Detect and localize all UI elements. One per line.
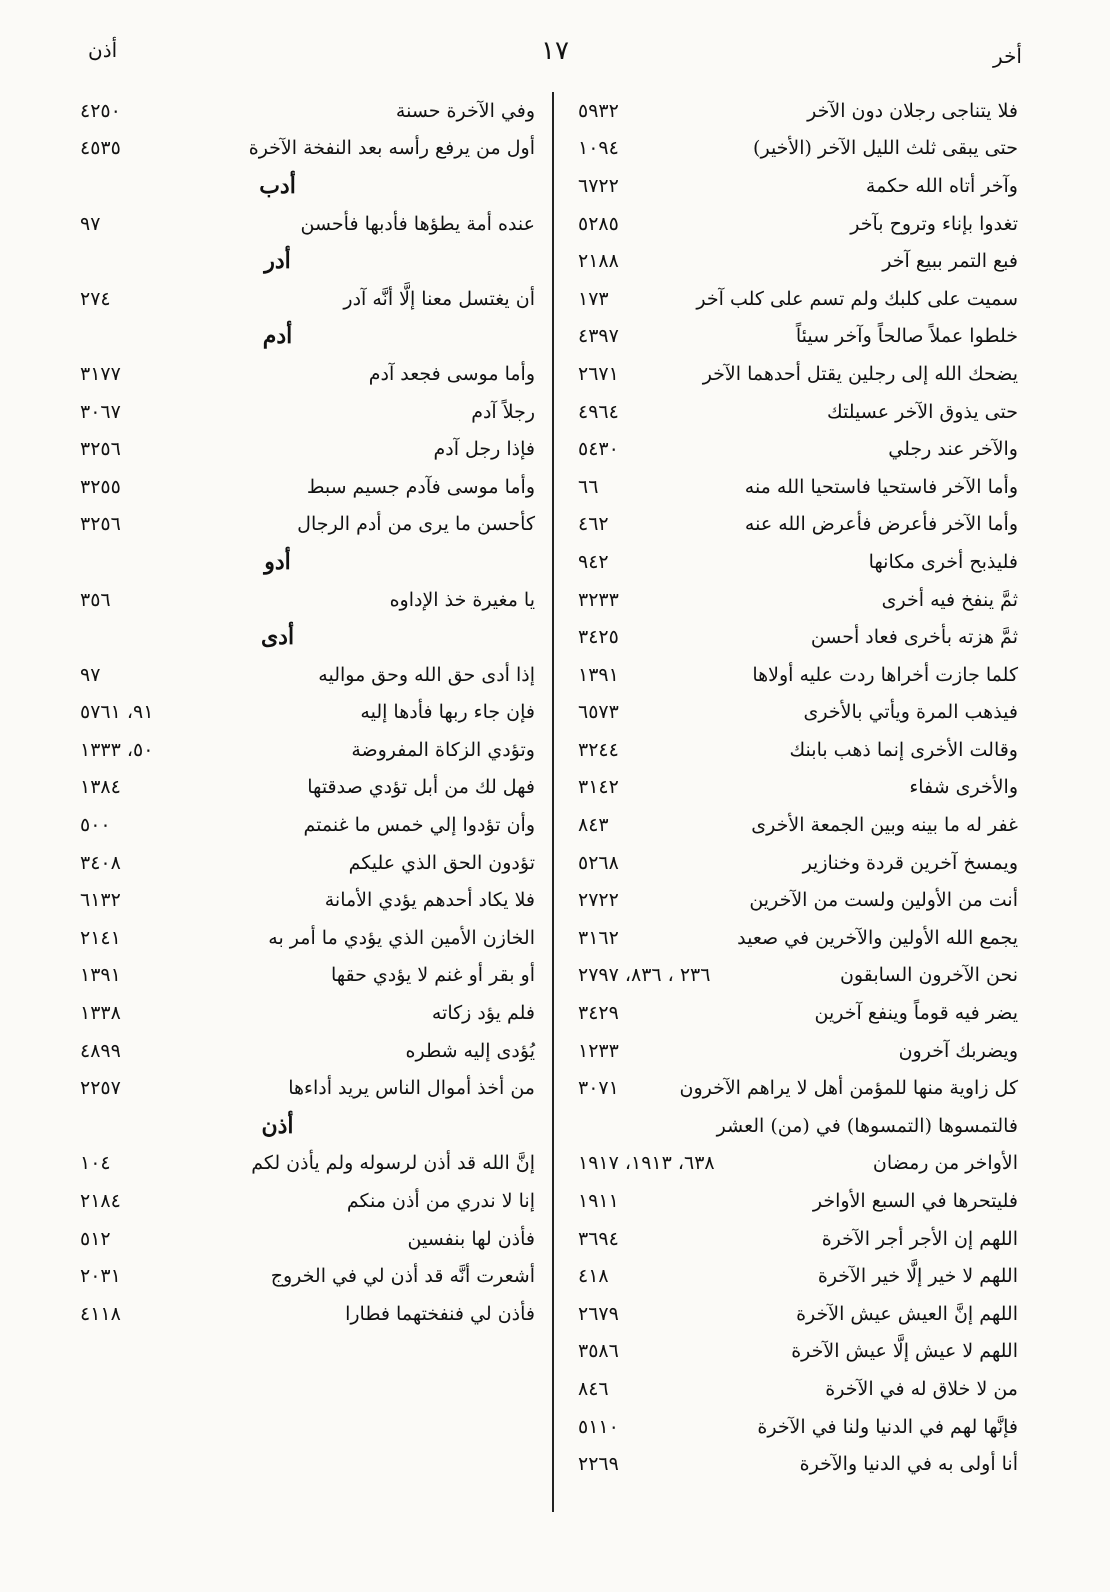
entry-reference: ١٠٩٤ [578,137,619,160]
index-entry [80,656,535,694]
index-entry [578,506,1018,544]
entry-phrase: والآخر عند رجلي [888,438,1018,461]
index-entry [578,92,1018,130]
entry-reference: ٣١٦٢ [578,926,619,949]
index-entry [578,430,1018,468]
index-entry [578,994,1018,1032]
entry-reference: ١٣٨٤ [80,776,121,799]
entry-phrase: عنده أمة يطؤها فأدبها فأحسن [300,212,535,235]
index-entry [578,618,1018,656]
entry-reference: ٢٦٧٩ [578,1302,619,1325]
entry-reference: ٩٧ [80,212,101,235]
entry-reference: ٣١٧٧ [80,362,121,385]
entry-phrase: حتى يذوق الآخر عسيلتك [826,400,1018,423]
entry-phrase: أول من يرفع رأسه بعد النفخة الآخرة [248,137,535,160]
entry-phrase: كأحسن ما يرى من أدم الرجال [297,513,535,536]
index-entry [578,1408,1018,1446]
entry-reference: ٣٠٧١ [578,1077,619,1100]
root-heading [80,167,535,205]
index-entry [578,1069,1018,1107]
entry-phrase: سميت على كلبك ولم تسم على كلب آخر [696,287,1018,310]
entry-reference: ٤٣٩٧ [578,325,619,348]
index-entry [80,581,535,619]
entry-phrase: فإنَّها لهم في الدنيا ولنا في الآخرة [757,1415,1018,1438]
running-head-last-word: أذن [88,38,118,62]
entry-reference: ٢١٨٨ [578,250,619,273]
entry-phrase: أشعرت أنَّه قد أذن لي في الخروج [270,1265,535,1288]
entry-phrase: يضر فيه قوماً وينفع آخرين [814,1002,1018,1025]
root-heading [80,618,535,656]
entry-reference: ١٣٩١ [80,964,121,987]
entry-phrase: فلم يؤد زكاته [431,1002,535,1025]
entry-reference: ٦٧٢٢ [578,174,619,197]
index-entry [578,167,1018,205]
entry-reference: ١٣٣٨ [80,1002,121,1025]
index-entry [578,205,1018,243]
entry-reference: ٤٨٩٩ [80,1039,121,1062]
entry-reference: ٢٢٦٩ [578,1453,619,1476]
entry-phrase: فأذن لها بنفسين [407,1227,535,1250]
entry-reference: ٤٦٢ [578,513,609,536]
index-entry [80,393,535,431]
entry-reference: ٣١٤٢ [578,776,619,799]
index-entry [80,844,535,882]
index-entry [578,844,1018,882]
entry-phrase: ثمَّ هزته بأخرى فعاد أحسن [810,626,1018,649]
root-heading [80,1107,535,1145]
entry-phrase: فلا يكاد أحدهم يؤدي الأمانة [324,889,535,912]
index-entry [80,205,535,243]
entry-phrase: ويضربك آخرون [898,1039,1018,1062]
entry-phrase: وآخر أتاه الله حكمة [865,174,1018,197]
entry-phrase: يُؤدى إليه شطره [405,1039,535,1062]
index-entry [80,506,535,544]
entry-phrase: غفر له ما بينه وبين الجمعة الأخرى [751,814,1018,837]
entry-reference: ٢١٨٤ [80,1190,121,1213]
entry-phrase: إنَّ الله قد أذن لرسوله ولم يأذن لكم [251,1152,535,1175]
entry-reference: ٢٦٧١ [578,362,619,385]
entry-reference: ٣٢٣٣ [578,588,619,611]
index-entry [578,881,1018,919]
entry-phrase: فالتمسوها (التمسوها) في (من) العشر [716,1114,1018,1137]
index-entry [80,1069,535,1107]
entry-phrase: وأما الآخر فاستحيا فاستحيا الله منه [744,475,1018,498]
entry-phrase: خلطوا عملاً صالحاً وآخر سيئاً [795,325,1018,348]
entry-reference: ٦٣٨، ١٩١٣، ١٩١٧ [578,1152,715,1175]
index-entry [578,957,1018,995]
index-entry [578,1220,1018,1258]
index-entry [578,1107,1018,1145]
index-entry [578,1257,1018,1295]
entry-phrase: كل زاوية منها للمؤمن أهل لا يراهم الآخرون [679,1077,1018,1100]
entry-reference: ٨٤٣ [578,814,609,837]
entry-reference: ٣٥٦ [80,588,111,611]
entry-reference: ١٧٣ [578,287,609,310]
entry-phrase: وقالت الأخرى إنما ذهب بابنك [789,738,1018,761]
index-entry [578,581,1018,619]
entry-phrase: أو بقر أو غنم لا يؤدي حقها [330,964,535,987]
entry-phrase: تؤدون الحق الذي عليكم [348,851,535,874]
entry-phrase: اللهم لا خير إلَّا خير الآخرة [817,1265,1018,1288]
root-heading-text: أدو [264,548,291,575]
index-entry [578,1182,1018,1220]
entry-reference: ٤٩٦٤ [578,400,619,423]
entry-reference: ٥٤٣٠ [578,438,619,461]
entry-phrase: والأخرى شفاء [909,776,1018,799]
entry-phrase: اللهم إنَّ العيش عيش الآخرة [796,1302,1018,1325]
entry-phrase: إنا لا ندري من أذن منكم [346,1190,535,1213]
entry-reference: ٣٢٥٦ [80,438,121,461]
entry-phrase: تغدوا بإناء وتروح بآخر [850,212,1018,235]
entry-phrase: وأما الآخر فأعرض فأعرض الله عنه [744,513,1018,536]
entry-phrase: اللهم لا عيش إلَّا عيش الآخرة [791,1340,1018,1363]
index-entry [80,1182,535,1220]
entry-reference: ٣٤٢٥ [578,626,619,649]
index-entry [578,543,1018,581]
entry-phrase: فبع التمر ببيع آخر [882,250,1018,273]
entry-phrase: فإن جاء ربها فأدها إليه [360,701,535,724]
entry-phrase: وأما موسى فآدم جسيم سبط [306,475,535,498]
entry-phrase: يجمع الله الأولين والآخرين في صعيد [737,926,1018,949]
index-entry [80,355,535,393]
index-entry [80,694,535,732]
root-heading-text: أدى [260,624,295,651]
index-entry [578,130,1018,168]
entry-reference: ٣٢٥٦ [80,513,121,536]
index-entry [578,468,1018,506]
index-entry [80,919,535,957]
root-heading-text: أدب [259,172,296,199]
entry-reference: ٥١١٠ [578,1415,619,1438]
entry-reference: ١٩١١ [578,1190,619,1213]
root-heading-text: أدم [262,323,293,350]
index-entry [578,769,1018,807]
entry-reference: ٦٦ [578,475,599,498]
entry-reference: ٩١، ٥٧٦١ [80,701,154,724]
index-entry [578,242,1018,280]
entry-phrase: يضحك الله إلى رجلين يقتل أحدهما الآخر [702,362,1018,385]
right-column [578,92,1018,1483]
entry-phrase: الخازن الأمين الذي يؤدي ما أمر به [268,926,535,949]
entry-reference: ١٠٤ [80,1152,111,1175]
entry-reference: ٣٦٩٤ [578,1227,619,1250]
entry-phrase: فإذا رجل آدم [433,438,535,461]
entry-reference: ٢٧٢٢ [578,889,619,912]
column-divider [552,92,554,1512]
root-heading [80,543,535,581]
index-entry [80,731,535,769]
entry-reference: ٣٢٤٤ [578,738,619,761]
entry-phrase: رجلاً آدم [471,400,535,423]
index-entry [578,806,1018,844]
index-entry [578,1145,1018,1183]
entry-phrase: ثمَّ ينفخ فيه أخرى [881,588,1018,611]
entry-reference: ٩٤٢ [578,550,609,573]
index-entry [80,280,535,318]
index-entry [80,430,535,468]
entry-reference: ٦١٣٢ [80,889,121,912]
running-head-first-word: أخر [993,44,1022,68]
entry-reference: ٥٢٨٥ [578,212,619,235]
root-heading-text: أذن [261,1112,294,1139]
entry-phrase: فليتحرها في السبع الأواخر [812,1190,1018,1213]
entry-reference: ٢٧٤ [80,287,111,310]
page-number: ١٧ [541,36,569,66]
entry-phrase: ويمسخ آخرين قردة وخنازير [802,851,1018,874]
entry-phrase: فيذهب المرة ويأتي بالأخرى [803,701,1018,724]
index-entry [578,919,1018,957]
entry-phrase: نحن الآخرون السابقون [839,964,1018,987]
entry-reference: ٣٤٠٨ [80,851,121,874]
root-heading [80,242,535,280]
index-entry [80,957,535,995]
index-entry [80,1032,535,1070]
entry-reference: ٤١٨ [578,1265,609,1288]
entry-reference: ٢٢٥٧ [80,1077,121,1100]
entry-reference: ٥١٢ [80,1227,111,1250]
entry-reference: ٩٧ [80,663,101,686]
entry-phrase: من لا خلاق له في الآخرة [825,1377,1018,1400]
index-entry [578,318,1018,356]
index-entry [80,468,535,506]
index-entry [578,694,1018,732]
entry-reference: ٥٢٦٨ [578,851,619,874]
entry-phrase: فلا يتناجى رجلان دون الآخر [807,99,1018,122]
index-entry [80,994,535,1032]
entry-phrase: أنت من الأولين ولست من الآخرين [749,889,1018,912]
entry-reference: ٦٥٧٣ [578,701,619,724]
root-heading [80,318,535,356]
entry-phrase: يا مغيرة خذ الإداوه [389,588,535,611]
index-entry [578,280,1018,318]
entry-reference: ٥٠٠ [80,814,111,837]
entry-reference: ٣٠٦٧ [80,400,121,423]
entry-reference: ٥٠، ١٣٣٣ [80,738,154,761]
entry-reference: ٢٠٣١ [80,1265,121,1288]
entry-phrase: الأواخر من رمضان [872,1152,1018,1175]
index-entry [578,1370,1018,1408]
index-entry [578,656,1018,694]
entry-phrase: فأذن لي فنفختهما فطارا [345,1302,535,1325]
entry-phrase: حتى يبقى ثلث الليل الآخر (الأخير) [753,137,1018,160]
entry-phrase: وتؤدي الزكاة المفروضة [351,738,535,761]
entry-phrase: وأما موسى فجعد آدم [368,362,535,385]
index-entry [80,1220,535,1258]
entry-reference: ٣٢٥٥ [80,475,121,498]
index-entry [80,130,535,168]
entry-reference: ٣٥٨٦ [578,1340,619,1363]
left-column [80,92,535,1333]
entry-reference: ٨٤٦ [578,1377,609,1400]
entry-phrase: وفي الآخرة حسنة [395,99,535,122]
index-entry [578,731,1018,769]
entry-phrase: كلما جازت أخراها ردت عليه أولاها [752,663,1018,686]
index-entry [80,1257,535,1295]
index-entry [578,1445,1018,1483]
entry-reference: ٤١١٨ [80,1302,121,1325]
entry-phrase: أنا أولى به في الدنيا والآخرة [799,1453,1018,1476]
index-entry [578,393,1018,431]
entry-reference: ٣٤٢٩ [578,1002,619,1025]
index-entry [80,881,535,919]
entry-phrase: إذا أدى حق الله وحق مواليه [318,663,535,686]
entry-reference: ٤٢٥٠ [80,99,121,122]
index-entry [578,1032,1018,1070]
index-entry [80,92,535,130]
entry-phrase: أن يغتسل معنا إلَّا أنَّه آدر [343,287,535,310]
entry-phrase: من أخذ أموال الناس يريد أداءها [288,1077,535,1100]
index-entry [578,1295,1018,1333]
index-entry [80,1145,535,1183]
entry-reference: ٢٣٦ ، ٨٣٦، ٢٧٩٧ [578,964,711,987]
entry-phrase: فهل لك من أبل تؤدي صدقتها [307,776,535,799]
index-entry [80,806,535,844]
index-entry [80,769,535,807]
entry-phrase: فليذبح أخرى مكانها [868,550,1018,573]
index-entry [578,1333,1018,1371]
index-entry [578,355,1018,393]
entry-phrase: وأن تؤدوا إلي خمس ما غنمتم [303,814,535,837]
entry-reference: ١٣٩١ [578,663,619,686]
entry-reference: ٢١٤١ [80,926,121,949]
root-heading-text: أدر [264,248,291,275]
entry-reference: ١٢٣٣ [578,1039,619,1062]
index-entry [80,1295,535,1333]
entry-reference: ٥٩٣٢ [578,99,619,122]
entry-phrase: اللهم إن الأجر أجر الآخرة [821,1227,1018,1250]
entry-reference: ٤٥٣٥ [80,137,121,160]
